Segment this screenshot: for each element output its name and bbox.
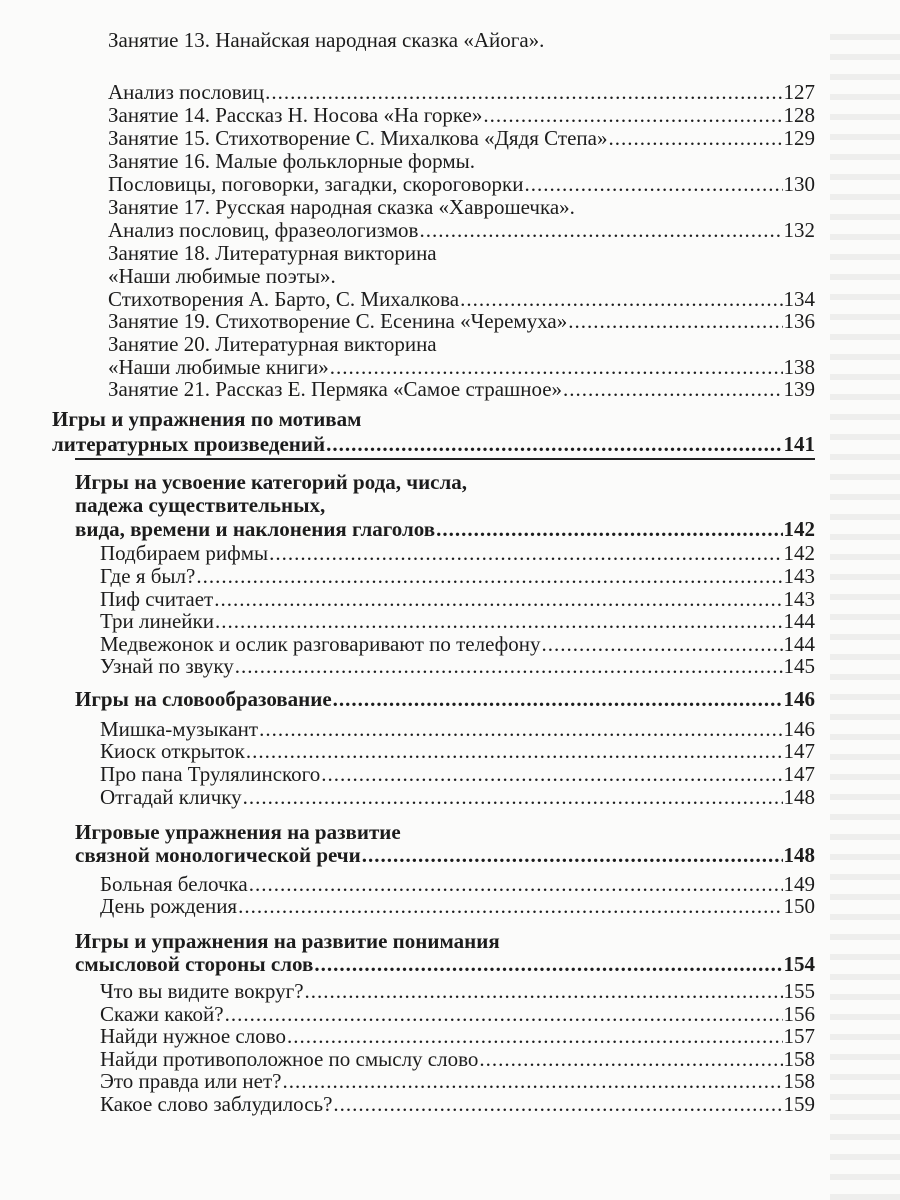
toc-entry-title: «Наши любимые книги» [108, 355, 329, 379]
toc-page-number: 148 [783, 843, 815, 867]
toc-page-number: 139 [783, 377, 815, 401]
toc-section-heading [75, 820, 401, 844]
toc-entry-title: Игровые упражнения на развитие [75, 820, 401, 844]
toc-entry [108, 241, 437, 265]
toc-entry-title: День рождения [100, 894, 238, 918]
dot-leader [246, 739, 783, 763]
dot-leader [238, 894, 782, 918]
toc-entry-title: Занятие 14. Рассказ Н. Носова «На горке» [108, 103, 483, 127]
toc-page-number: 148 [783, 785, 815, 809]
dot-leader [483, 103, 782, 127]
toc-page-number: 127 [783, 80, 815, 104]
toc-page-number: 144 [783, 609, 815, 633]
toc-page-number: 142 [783, 541, 815, 565]
toc-page-number: 154 [783, 952, 815, 976]
toc-entry [108, 103, 815, 127]
toc-entry [108, 126, 815, 150]
toc-entry [108, 264, 336, 288]
toc-entry [100, 654, 815, 678]
toc-entry-title: вида, времени и наклонения глаголов [75, 517, 436, 541]
toc-page-number: 129 [783, 126, 815, 150]
toc-entry [100, 1024, 815, 1048]
toc-entry [108, 309, 815, 333]
toc-page-number: 136 [783, 309, 815, 333]
dot-leader [196, 564, 782, 588]
toc-page-number: 138 [783, 355, 815, 379]
dot-leader [524, 172, 782, 196]
toc-entry [108, 195, 575, 219]
toc-entry-title: литературных произведений [52, 432, 326, 456]
toc-entry-title: Пословицы, поговорки, загадки, скороговорки [108, 172, 524, 196]
toc-section-heading [75, 493, 325, 517]
toc-entry-title: Пиф считает [100, 587, 214, 611]
toc-entry [100, 717, 815, 741]
toc-entry-title: Анализ пословиц, фразеологизмов [108, 218, 419, 242]
dot-leader [568, 309, 782, 333]
toc-entry-title: Про пана Трулялинского [100, 762, 321, 786]
toc-entry-title: Занятие 18. Литературная викторина [108, 241, 437, 265]
toc-entry [100, 1047, 815, 1071]
toc-entry-title: Занятие 20. Литературная викторина [108, 332, 437, 356]
dot-leader [419, 218, 782, 242]
dot-leader [314, 952, 782, 976]
toc-page-number: 157 [783, 1024, 815, 1048]
toc-section-heading [75, 687, 815, 711]
toc-page-number: 146 [783, 687, 815, 711]
toc-entry-title: Занятие 13. Нанайская народная сказка «Айога». [108, 28, 545, 52]
dot-leader [243, 785, 783, 809]
toc-entry-title: Найди нужное слово [100, 1024, 287, 1048]
dot-leader [287, 1024, 782, 1048]
toc-page-number: 149 [783, 872, 815, 896]
toc-entry-title: Игры и упражнения на развитие понимания [75, 929, 500, 953]
toc-entry [100, 979, 815, 1003]
toc-entry-title: Занятие 21. Рассказ Е. Пермяка «Самое страшное» [108, 377, 563, 401]
dot-leader [305, 979, 783, 1003]
toc-entry [108, 332, 437, 356]
toc-entry-title: Где я был? [100, 564, 196, 588]
toc-entry-title: Найди противоположное по смыслу слово [100, 1047, 479, 1071]
toc-entry-title: Это правда или нет? [100, 1069, 282, 1093]
bleed-through-shadow [830, 20, 900, 1200]
toc-entry [108, 149, 475, 173]
toc-section-heading [75, 517, 815, 541]
toc-page-number: 147 [783, 762, 815, 786]
toc-entry [100, 1092, 815, 1116]
dot-leader [215, 609, 783, 633]
toc-page-number: 145 [783, 654, 815, 678]
toc-entry [108, 377, 815, 401]
toc-entry [108, 287, 815, 311]
dot-leader [333, 687, 783, 711]
toc-entry-title: Киоск открыток [100, 739, 245, 763]
toc-entry [100, 632, 815, 656]
toc-page-number: 142 [783, 517, 815, 541]
dot-leader [214, 587, 782, 611]
toc-page-number: 141 [783, 432, 815, 456]
toc-page-number: 143 [783, 564, 815, 588]
toc-page-number: 134 [783, 287, 815, 311]
dot-leader [542, 632, 783, 656]
toc-entry [100, 762, 815, 786]
toc-page-number: 144 [783, 632, 815, 656]
toc-entry [100, 587, 815, 611]
dot-leader [249, 872, 783, 896]
dot-leader [333, 1092, 782, 1116]
dot-leader [330, 355, 783, 379]
toc-entry [100, 609, 815, 633]
toc-page-number: 146 [783, 717, 815, 741]
toc-entry-title: Занятие 16. Малые фольклорные формы. [108, 149, 475, 173]
dot-leader [563, 377, 782, 401]
toc-entry-title: Отгадай кличку [100, 785, 242, 809]
toc-entry [108, 28, 544, 52]
toc-entry-title: Что вы видите вокруг? [100, 979, 304, 1003]
toc-entry-title: Какое слово заблудилось? [100, 1092, 333, 1116]
dot-leader [259, 717, 782, 741]
toc-entry-title: падежа существительных, [75, 493, 326, 517]
toc-entry-title: Игры на усвоение категорий рода, числа, [75, 470, 468, 494]
toc-entry [100, 894, 815, 918]
dot-leader [225, 1002, 783, 1026]
toc-entry [108, 355, 815, 379]
dot-leader [479, 1047, 782, 1071]
toc-section-heading [75, 843, 815, 867]
toc-entry-title: связной монологической речи [75, 843, 361, 867]
toc-section-heading [52, 432, 815, 456]
toc-entry [100, 785, 815, 809]
toc-section-heading [52, 407, 361, 431]
dot-leader [436, 517, 782, 541]
dot-leader [608, 126, 782, 150]
toc-entry-title: Занятие 15. Стихотворение С. Михалкова «Дядя Степа» [108, 126, 608, 150]
toc-entry-title: Занятие 19. Стихотворение С. Есенина «Черемуха» [108, 309, 568, 333]
toc-entry-title: Узнай по звуку [100, 654, 234, 678]
toc-entry [100, 739, 815, 763]
toc-entry-title: Больная белочка [100, 872, 248, 896]
toc-page-number: 128 [783, 103, 815, 127]
toc-entry-title: Занятие 17. Русская народная сказка «Хаврошечка». [108, 195, 575, 219]
dot-leader [362, 843, 783, 867]
dot-leader [282, 1069, 782, 1093]
dot-leader [326, 432, 782, 456]
toc-entry [100, 1069, 815, 1093]
toc-page-number: 159 [783, 1092, 815, 1116]
toc-entry [100, 872, 815, 896]
toc-page-number: 143 [783, 587, 815, 611]
toc-entry [100, 1002, 815, 1026]
toc-entry-title: Игры и упражнения по мотивам [52, 407, 362, 431]
toc-entry-title: Стихотворения А. Барто, С. Михалкова [108, 287, 460, 311]
toc-section-heading [75, 929, 500, 953]
toc-entry-title: Анализ пословиц [108, 80, 265, 104]
toc-entry-title: Три линейки [100, 609, 214, 633]
toc-section-heading [75, 470, 467, 494]
toc-page-number: 130 [783, 172, 815, 196]
toc-entry-title: Подбираем рифмы [100, 541, 269, 565]
toc-section-heading [75, 952, 815, 976]
toc-entry-title: смысловой стороны слов [75, 952, 314, 976]
dot-leader [235, 654, 783, 678]
toc-entry [108, 80, 815, 104]
toc-page-number: 132 [783, 218, 815, 242]
dot-leader [460, 287, 782, 311]
toc-page-number: 158 [783, 1047, 815, 1071]
toc-entry [108, 218, 815, 242]
toc-entry [108, 172, 815, 196]
dot-leader [269, 541, 782, 565]
toc-page-number: 150 [783, 894, 815, 918]
toc-page-number: 147 [783, 739, 815, 763]
toc-entry-title: Мишка-музыкант [100, 717, 259, 741]
toc-page-number: 158 [783, 1069, 815, 1093]
section-divider [75, 458, 815, 460]
toc-entry-title: Игры на словообразование [75, 687, 332, 711]
toc-entry-title: Медвежонок и ослик разговаривают по телефону [100, 632, 541, 656]
toc-page-number: 156 [783, 1002, 815, 1026]
toc-entry [100, 541, 815, 565]
toc-entry [100, 564, 815, 588]
dot-leader [321, 762, 782, 786]
toc-entry-title: «Наши любимые поэты». [108, 264, 336, 288]
toc-entry-title: Скажи какой? [100, 1002, 224, 1026]
dot-leader [265, 80, 782, 104]
toc-page-number: 155 [783, 979, 815, 1003]
